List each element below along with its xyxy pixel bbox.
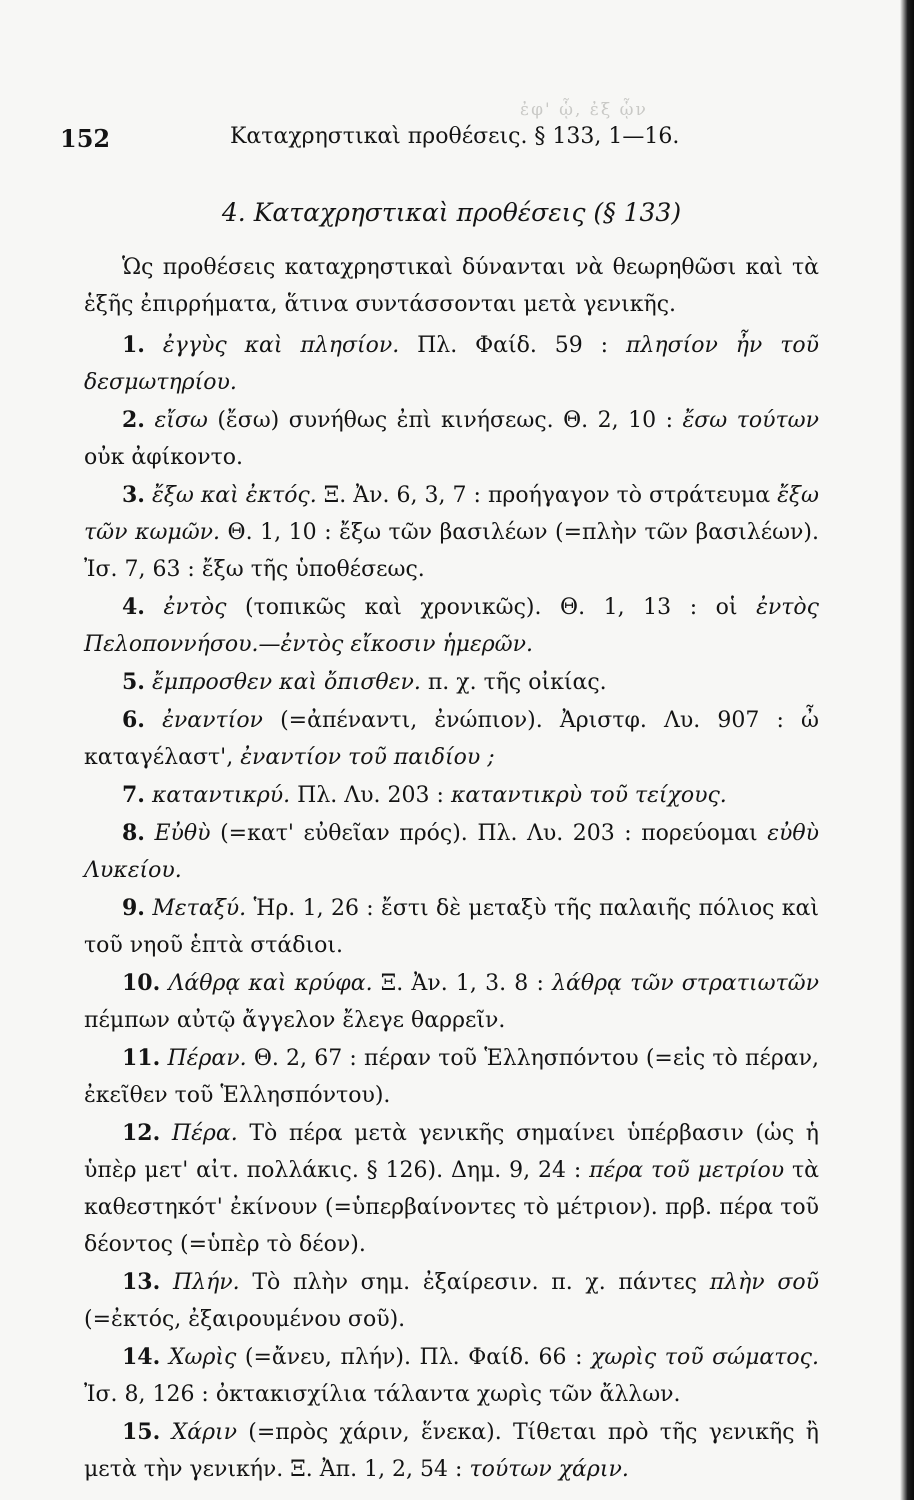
- entry-5: 5. ἔμπροσθεν καὶ ὄπισθεν. π. χ. τῆς οἰκίας.: [122, 669, 607, 695]
- entry-3: 3. ἔξω καὶ ἐκτός. Ξ. Ἀν. 6, 3, 7 : προήγαγον τὸ στράτευμα ἔξω τῶν κωμῶν. Θ. 1, 10 : ἔξω τῶν βασιλέων (=πλὴν τῶν βασιλέων). Ἰσ. 7, 63 : ἔξω τῆς ὑποθέσεως.: [84, 482, 819, 582]
- running-title: Καταχρηστικαὶ προθέσεις. § 133, 1—16.: [230, 124, 680, 149]
- entry-12: 12. Πέρα. Τὸ πέρα μετὰ γενικῆς σημαίνει ὑπέρβασιν (ὡς ἡ ὑπὲρ μετ' αἰτ. πολλάκις. § 126). Δημ. 9, 24 : πέρα τοῦ μετρίου τὰ καθεστηκότ' ἐκίνουν (=ὑπερβαίνοντες τὸ μέτριον). πρβ. πέρα τοῦ δέοντος (=ὑπὲρ τὸ δέον).: [84, 1120, 819, 1257]
- entry-13: 13. Πλήν. Τὸ πλὴν σημ. ἐξαίρεσιν. π. χ. πάντες πλὴν σοῦ (=ἐκτός, ἐξαιρουμένου σοῦ).: [84, 1269, 819, 1332]
- entry-1: 1. ἐγγὺς καὶ πλησίον. Πλ. Φαίδ. 59 : πλησίον ἦν τοῦ δεσμωτηρίου.: [84, 332, 819, 395]
- bleed-through-text: ἐφ' ᾧ, ἐξ ᾧν: [520, 100, 648, 120]
- entry-4: 4. ἐντὸς (τοπικῶς καὶ χρονικῶς). Θ. 1, 13 : οἱ ἐντὸς Πελοποννήσου.—ἐντὸς εἴκοσιν ἡμερῶν.: [84, 594, 819, 657]
- entry-11: 11. Πέραν. Θ. 2, 67 : πέραν τοῦ Ἑλλησπόντου (=εἰς τὸ πέραν, ἐκεῖθεν τοῦ Ἑλλησπόντου).: [84, 1045, 820, 1108]
- running-head: [60, 124, 850, 156]
- entry-9: 9. Μεταξύ. Ἡρ. 1, 26 : ἔστι δὲ μεταξὺ τῆς παλαιῆς πόλιος καὶ τοῦ νηοῦ ἑπτὰ στάδιοι.: [84, 895, 820, 958]
- entry-10: 10. Λάθρᾳ καὶ κρύφα. Ξ. Ἀν. 1, 3. 8 : λάθρᾳ τῶν στρατιωτῶν πέμπων αὐτῷ ἄγγελον ἔλεγε θαρρεῖν.: [84, 970, 819, 1033]
- intro-paragraph: Ὡς προθέσεις καταχρηστικαὶ δύνανται νὰ θεωρηθῶσι καὶ τὰ ἑξῆς ἐπιρρήματα, ἅτινα συντάσσονται μετὰ γενικῆς.: [84, 255, 819, 317]
- section-heading: 4. Καταχρηστικαὶ προθέσεις (§ 133): [221, 198, 682, 227]
- page-edge-shadow: [900, 0, 914, 1500]
- entry-14: 14. Χωρὶς (=ἄνευ, πλήν). Πλ. Φαίδ. 66 : χωρὶς τοῦ σώματος. Ἰσ. 8, 126 : ὀκτακισχίλια τάλαντα χωρὶς τῶν ἄλλων.: [84, 1344, 819, 1407]
- entry-8: 8. Εὐθὺ (=κατ' εὐθεῖαν πρός). Πλ. Λυ. 203 : πορεύομαι εὐθὺ Λυκείου.: [84, 820, 819, 883]
- entry-6: 6. ἐναντίον (=ἀπέναντι, ἐνώπιον). Ἀριστφ. Λυ. 907 : ὦ καταγέλαστ', ἐναντίον τοῦ παιδίου ;: [84, 707, 820, 770]
- entry-7: 7. καταντικρύ. Πλ. Λυ. 203 : καταντικρὺ τοῦ τείχους.: [122, 782, 727, 808]
- entry-15: 15. Χάριν (=πρὸς χάριν, ἕνεκα). Τίθεται πρὸ τῆς γενικῆς ἢ μετὰ τὴν γενικήν. Ξ. Ἀπ. 1, 2, 54 : τούτων χάριν.: [84, 1419, 819, 1482]
- entry-2: 2. εἴσω (ἔσω) συνήθως ἐπὶ κινήσεως. Θ. 2, 10 : ἔσω τούτων οὐκ ἀφίκοντο.: [84, 407, 819, 470]
- page-content: [84, 198, 819, 1489]
- page-number: 152: [60, 124, 111, 153]
